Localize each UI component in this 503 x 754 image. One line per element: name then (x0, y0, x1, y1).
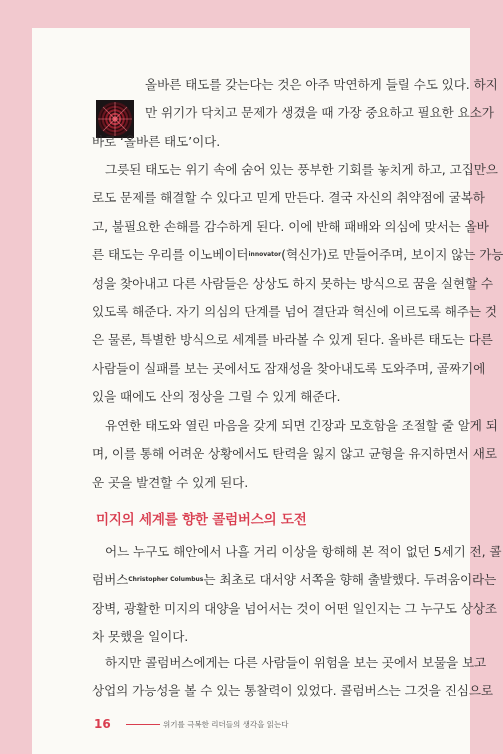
innovator-subscript: innovator (248, 251, 282, 259)
book-page (32, 28, 503, 754)
text-fragment: 른 태도는 우리를 이노베이터 (92, 247, 249, 263)
text-line: 장벽, 광활한 미지의 대양을 넘어서는 것이 어떤 일인지는 그 누구도 상상조 (92, 600, 497, 616)
columbus-subscript: Christopher Columbus (128, 576, 204, 584)
text-line: 하지만 콜럼버스에게는 다른 사람들이 위험을 보는 곳에서 보물을 보고 (105, 655, 487, 670)
text-line: 만 위기가 닥치고 문제가 생겼을 때 가장 중요하고 필요한 요소가 (145, 105, 494, 121)
text-fragment: (혁신가)로 만들어주며, 보이지 않는 가능 (281, 247, 503, 263)
text-line: 로도 문제를 해결할 수 있다고 믿게 만든다. 결국 자신의 취약점에 굴복하 (92, 190, 485, 206)
text-line: 차 못했을 일이다. (92, 629, 189, 645)
page-footer (94, 716, 288, 732)
text-line: 있도록 해준다. 자기 의심의 단계를 넘어 결단과 혁신에 이르도록 해주는 것 (92, 304, 497, 320)
text-line: 바로 ‘올바른 태도’이다. (92, 133, 221, 149)
text-fragment: 는 최초로 대서양 서쪽을 향해 출발했다. 두려움이라는 (203, 572, 497, 588)
text-fragment: 럼버스 (92, 572, 129, 588)
text-line: 상업의 가능성을 볼 수 있는 통찰력이 있었다. 콜럼버스는 그것을 진심으로 (92, 683, 493, 699)
text-line (92, 241, 503, 269)
footer-divider (126, 724, 160, 725)
paragraph-5 (92, 649, 493, 706)
running-title: 위기를 극복한 리더들의 생각을 읽는다 (163, 719, 289, 729)
section-heading: 미지의 세계를 향한 콜럼버스의 도전 (96, 512, 307, 528)
text-line: 운 곳을 발견할 수 있게 된다. (92, 474, 249, 490)
paragraph-4 (92, 538, 502, 652)
text-line: 은 물론, 특별한 방식으로 세계를 바라볼 수 있게 된다. 올바른 태도는 다른 (92, 332, 493, 348)
text-line: 성을 찾아내고 다른 사람들은 상상도 하지 못하는 방식으로 꿈을 실현할 수 (92, 275, 493, 291)
text-line: 올바른 태도를 갖는다는 것은 아주 막연하게 들릴 수도 있다. 하지 (145, 77, 498, 92)
text-line: 며, 이를 통해 어려운 상황에서도 탄력을 잃지 않고 균형을 유지하면서 새로 (92, 446, 497, 462)
text-line: 유연한 태도와 열린 마음을 갖게 되면 긴장과 모호함을 조절할 줄 알게 되 (105, 418, 498, 433)
paragraph-3 (92, 412, 498, 497)
text-line: 있을 때에도 산의 정상을 그릴 수 있게 해준다. (92, 389, 341, 405)
text-line: 고, 불필요한 손해를 감수하게 된다. 이에 반해 패배와 의심에 맞서는 올바 (92, 218, 489, 234)
text-line: 어느 누구도 해안에서 나흘 거리 이상을 항해해 본 적이 없던 5세기 전, 콜 (105, 544, 502, 559)
text-line: 그릇된 태도는 위기 속에 숨어 있는 풍부한 기회를 놓치게 하고, 고집만으 (105, 162, 498, 177)
paragraph-2 (92, 156, 503, 412)
paragraph-1 (92, 71, 498, 156)
text-line (92, 566, 497, 594)
page-number: 16 (94, 717, 111, 731)
text-line: 사람들이 실패를 보는 곳에서도 잠재성을 찾아내도록 도와주며, 골짜기에 (92, 360, 486, 376)
